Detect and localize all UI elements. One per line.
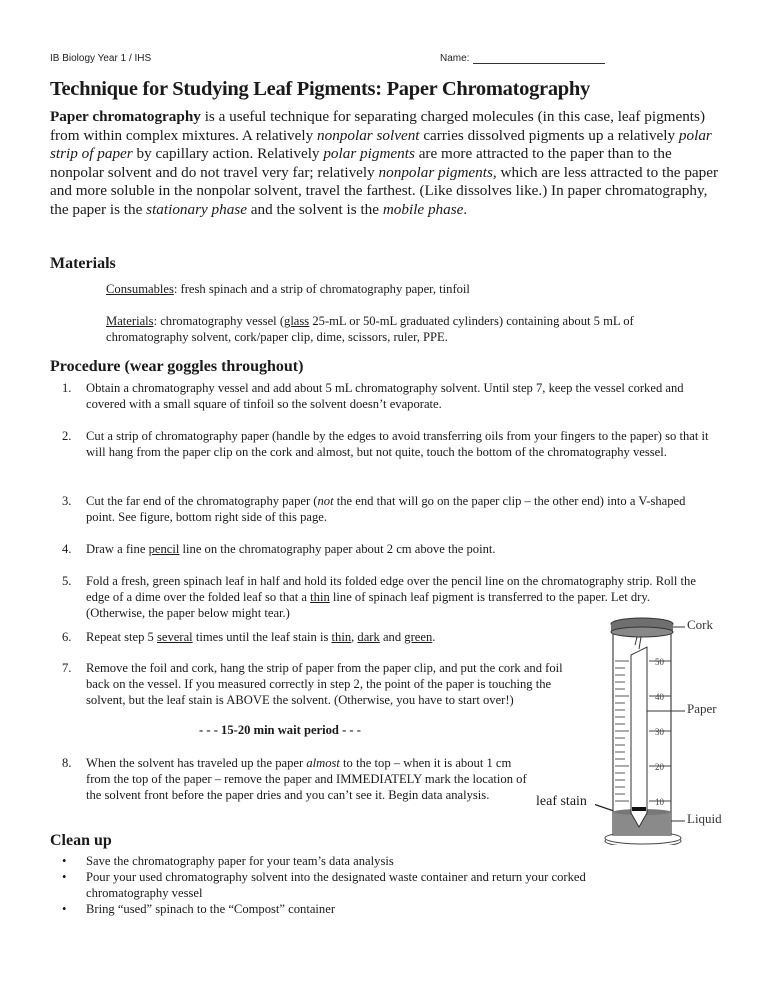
step-text-part: . — [432, 630, 436, 644]
step-emphasis: almost — [306, 756, 340, 770]
tick-label: 50 — [655, 657, 664, 667]
step-emphasis: not — [317, 494, 334, 508]
materials-emphasis: glass — [284, 314, 310, 328]
leaf-stain-band — [632, 807, 646, 811]
bullet-icon: • — [62, 854, 67, 868]
procedure-heading: Procedure (wear goggles throughout) — [50, 358, 304, 375]
intro-text: . — [463, 200, 468, 218]
consumables-label: Consumables — [106, 282, 174, 296]
materials-line — [106, 313, 666, 345]
intro-emphasis: polar strip of paper — [50, 126, 712, 163]
tick-label: 30 — [655, 727, 664, 737]
intro-emphasis: stationary phase — [146, 200, 247, 218]
chromatography-figure — [595, 615, 768, 849]
intro-text: and the solvent is the — [246, 200, 383, 218]
tick-label: 40 — [655, 692, 664, 702]
intro-text: are more attracted to the paper than to the nonpolar solvent and do not travel very far; relatively — [50, 145, 672, 181]
name-blank-line[interactable] — [473, 53, 605, 64]
cleanup-list — [62, 853, 622, 917]
cleanup-item-text: Bring “used” spinach to the “Compost” container — [86, 902, 336, 916]
step-text-part: to the top – when it is about 1 cm from the top of the paper – remove the paper and IMMEDIATELY mark the location of the solvent front before the paper dries and you can’t see it. Begin data analysis. — [86, 756, 527, 802]
graduated-cylinder-illustration — [595, 615, 768, 845]
procedure-step-3 — [62, 493, 712, 525]
step-number: 5. — [62, 574, 72, 588]
step-text-part: line of spinach leaf pigment is transferred to the paper. Let dry. (Otherwise, the paper below might tear.) — [86, 590, 650, 620]
paper-label: Paper — [687, 701, 717, 716]
step-text: Cut a strip of chromatography paper (handle by the edges to avoid transferring oils from your fingers to the paper) so that it will hang from the paper clip on the cork and almost, but not quite, touch the bottom of the chromatography vessel. — [86, 429, 709, 459]
intro-emphasis: polar pigments — [323, 145, 415, 163]
step-text — [86, 541, 712, 557]
step-text-part: line on the chromatography paper about 2 cm above the point. — [179, 542, 496, 556]
step-number: 7. — [62, 661, 72, 675]
materials-label: Materials — [106, 314, 154, 328]
tick-label: 10 — [655, 797, 664, 807]
step-text-part: Cut the far end of the chromatography paper ( — [86, 494, 318, 508]
step-text: Obtain a chromatography vessel and add about 5 mL chromatography solvent. Until step 7, keep the vessel corked and covered with a small square of tinfoil so the solvent doesn’t evaporate. — [86, 381, 684, 411]
leaf-stain-label: leaf stain — [536, 794, 587, 809]
step-text — [86, 573, 712, 621]
intro-text: by capillary action. Relatively — [132, 145, 324, 163]
procedure-step-7 — [62, 660, 582, 708]
procedure-step-4 — [62, 541, 712, 557]
step-text-part: , — [351, 630, 358, 644]
step-number: 2. — [62, 429, 72, 443]
course-header: IB Biology Year 1 / IHS — [50, 53, 152, 64]
intro-emphasis: mobile phase — [382, 200, 464, 218]
tick-label: 20 — [655, 762, 664, 772]
procedure-step-8 — [62, 755, 532, 803]
consumables-text: : fresh spinach and a strip of chromatography paper, tinfoil — [173, 282, 470, 296]
step-text-part: Repeat step 5 — [86, 630, 157, 644]
intro-text: carries dissolved pigments up a relatively — [419, 126, 679, 144]
bullet-icon: • — [62, 902, 67, 916]
intro-emphasis: nonpolar pigments, — [378, 163, 497, 181]
step-text-part: times until the leaf stain is — [192, 630, 332, 644]
step-number: 6. — [62, 630, 72, 644]
step-text-part: Fold a fresh, green spinach leaf in half and hold its folded edge over the pencil line on the chromatography strip. Roll the edge of a dime over the folded leaf so that a — [86, 574, 696, 604]
step-number: 4. — [62, 542, 72, 556]
name-field[interactable] — [440, 53, 605, 64]
name-label: Name: — [440, 53, 470, 64]
cleanup-item — [62, 853, 622, 869]
step-emphasis: dark — [357, 630, 380, 644]
materials-text: : chromatography vessel ( — [153, 314, 285, 328]
step-text — [86, 755, 532, 803]
step-text-part: When the solvent has traveled up the paper — [86, 756, 307, 770]
step-text-part: Draw a fine — [86, 542, 149, 556]
cleanup-item — [62, 869, 622, 901]
step-number: 8. — [62, 756, 72, 770]
step-text — [86, 493, 712, 525]
step-number: 3. — [62, 494, 72, 508]
cork-label: Cork — [687, 617, 713, 632]
paper-strip — [631, 647, 647, 827]
liquid-label: Liquid — [687, 811, 722, 826]
intro-term: Paper chromatography — [50, 108, 201, 125]
materials-heading: Materials — [50, 255, 116, 272]
step-text-part: the end that will go on the paper clip – the other end) into a V-shaped point. See figure, bottom right side of this page. — [86, 494, 686, 524]
step-emphasis: thin — [310, 590, 330, 604]
step-text: Remove the foil and cork, hang the strip of paper from the paper clip, and put the cork and foil back on the vessel. If you measured correctly in step 2, the point of the paper is touching the solvent, but the leaf stain is ABOVE the solvent. (Otherwise, you have to start over!) — [86, 661, 563, 707]
cleanup-item-text: Pour your used chromatography solvent into the designated waste container and return your corked chromatography vessel — [86, 870, 586, 900]
materials-text: 25-mL or 50-mL graduated cylinders) containing about 5 mL of chromatography solvent, cork/paper clip, dime, scissors, ruler, PPE. — [106, 314, 634, 344]
cleanup-item-text: Save the chromatography paper for your team’s data analysis — [86, 854, 394, 868]
procedure-step-5 — [62, 573, 712, 621]
cleanup-heading: Clean up — [50, 832, 112, 849]
intro-paragraph — [50, 108, 720, 220]
bullet-icon: • — [62, 870, 67, 884]
procedure-step-2 — [62, 428, 712, 460]
step-emphasis: several — [157, 630, 193, 644]
wait-period-note: - - - 15-20 min wait period - - - — [199, 723, 361, 737]
step-emphasis: pencil — [148, 542, 180, 556]
procedure-step-1 — [62, 380, 712, 412]
intro-text: which are less attracted to the paper and more soluble in the nonpolar solvent, travel the farthest. (Like dissolves like.) In paper chromatography, the paper is the — [50, 163, 719, 218]
consumables-line — [106, 281, 666, 297]
step-emphasis: thin — [331, 630, 352, 644]
cleanup-item — [62, 901, 622, 917]
step-number: 1. — [62, 381, 72, 395]
intro-text: is a useful technique for separating charged molecules (in this case, leaf pigments) from within complex mixtures. A relatively — [50, 108, 705, 144]
step-emphasis: green — [404, 630, 433, 644]
page-title: Technique for Studying Leaf Pigments: Paper Chromatography — [50, 78, 590, 100]
intro-emphasis: nonpolar solvent — [317, 126, 420, 144]
step-text-part: and — [379, 630, 405, 644]
